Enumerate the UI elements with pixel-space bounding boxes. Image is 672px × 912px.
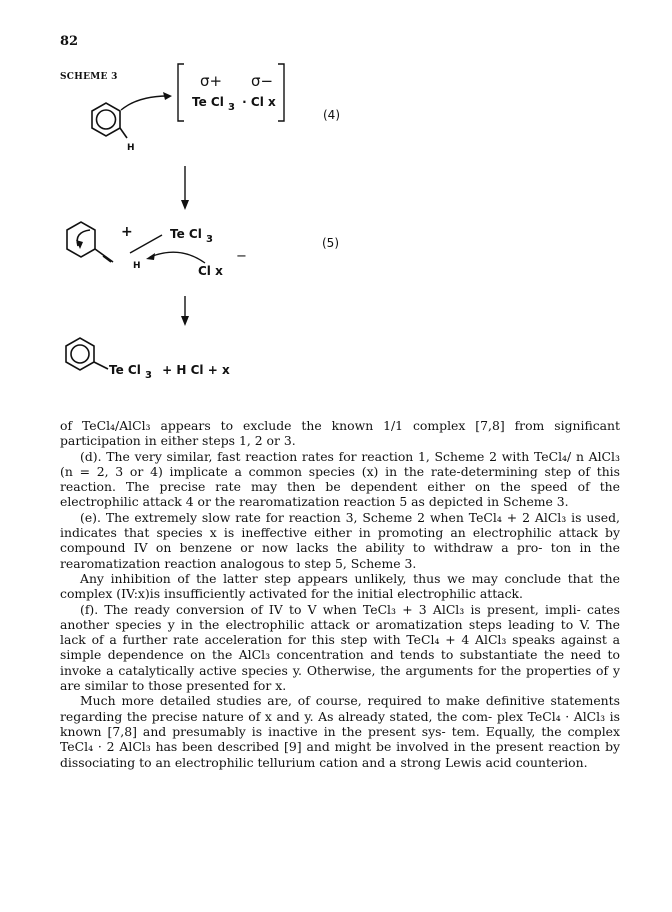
reaction-scheme (0, 0, 672, 410)
pd-line-3: step of this reaction. The precise rate may then be dependent either on the speed (60, 463, 620, 495)
complex-rest: · Cl x (242, 95, 276, 109)
step-5-label: (5) (322, 236, 339, 250)
pf-line-1: (f). The ready conversion of IV to V when TeCl₃ + 3 AlCl₃ is present, impli- (80, 601, 581, 617)
paragraph-e (60, 510, 620, 571)
product-tecl: Te Cl (109, 363, 141, 377)
pc-line-4: tem. Equally, the complex TeCl₄ · 2 AlCl₃ has been described [9] and might be (60, 723, 620, 755)
pf-line-2: cates another species y in the electrophilic attack or aromatization steps leading (60, 601, 620, 632)
intermediate-tecl (170, 227, 213, 245)
bond-te (130, 235, 162, 253)
pd-line-4: of the electrophilic attack 4 or the rearomatization reaction 5 as depicted in (60, 479, 620, 510)
intermediate-clx: Cl x (198, 264, 223, 278)
pf-line-4: speaks against a simple dependence on the AlCl₃ concentration and tends to (60, 632, 620, 663)
product-rest: + H Cl + x (162, 363, 230, 377)
scheme-label: SCHEME 3 (60, 72, 118, 82)
complex-sub: 3 (228, 102, 235, 113)
pf-line-5: substantiate the need to invoke a catalytically active species y. Otherwise, the (60, 647, 620, 678)
pc-line-3: plex TeCl₄ · AlCl₃ is known [7,8] and presumably is inactive in the present sys- (60, 708, 620, 739)
pi-line-1: Any inhibition of the latter step appears unlikely, thus we may conclude (80, 570, 562, 586)
minus-sign: − (236, 249, 247, 264)
pd-line-5: Scheme 3. (503, 494, 569, 510)
benzene-ring-3 (66, 338, 108, 370)
paragraph-1 (60, 418, 620, 449)
pf-line-6: arguments for the properties of y are similar to those presented for x. (60, 662, 620, 694)
step-4-label: (4) (323, 108, 340, 122)
sigma-minus: σ− (251, 72, 274, 90)
pc-line-1: Much more detailed studies are, of course, required to make definitive (80, 693, 545, 709)
down-arrow-2 (181, 296, 189, 326)
pi-line-3: attack. (479, 586, 523, 602)
pd-line-2: n AlCl₃ (n = 2, 3 or 4) implicate a common species (x) in the rate-determining (60, 448, 620, 479)
h-label-2: H (133, 261, 141, 271)
pd-line-1: (d). The very similar, fast reaction rates for reaction 1, Scheme 2 with TeCl₄/ (80, 448, 572, 464)
paragraph-conclusion (60, 693, 620, 769)
pe-line-1: (e). The extremely slow rate for reaction 3, Scheme 2 when TeCl₄ + 2 AlCl₃ (80, 509, 567, 525)
pe-line-4: ton in the rearomatization reaction analogous to step 5, Scheme 3. (60, 540, 620, 571)
paragraph-f (60, 602, 620, 694)
page-number: 82 (60, 34, 79, 49)
attack-arrow (121, 92, 172, 110)
intermediate-tecl-sub: 3 (206, 234, 213, 245)
pe-line-3: attack by compound IV on benzene or now lacks the ability to withdraw a pro- (60, 525, 620, 556)
product-sub: 3 (145, 370, 152, 381)
plus-sign: + (121, 224, 133, 240)
pc-line-6: cation and a strong Lewis acid counterion. (319, 754, 588, 770)
pc-line-5: involved in the present reaction by dissociating to an electrophilic tellurium (60, 739, 620, 770)
pf-line-3: to V. The lack of a further rate acceleration for this step with TeCl₄ + 4 AlCl₃ (60, 616, 620, 648)
product-formula (109, 363, 230, 381)
sigma-plus: σ+ (200, 72, 223, 90)
benzene-ring-2 (67, 222, 113, 262)
p1-line-2: participation in either steps 1, 2 or 3. (60, 433, 296, 449)
p1-line-1: of TeCl₄/AlCl₃ appears to exclude the known 1/1 complex [7,8] from significant (60, 418, 620, 433)
complex-formula (192, 95, 276, 113)
body-text (60, 418, 620, 770)
benzene-ring-1 (92, 103, 127, 138)
pe-line-2: is used, indicates that species x is ineffective either in promoting an electrophilic (60, 509, 620, 541)
paragraph-d (60, 449, 620, 510)
down-arrow-1 (181, 166, 189, 210)
pi-line-2: that the complex (IV:x)is insufficiently activated for the initial electrophilic (60, 570, 620, 602)
paragraph-inhibition (60, 571, 620, 602)
pc-line-2: statements regarding the precise nature of x and y. As already stated, the com- (60, 693, 620, 724)
h-label-1: H (127, 143, 135, 153)
proton-transfer-arrow (146, 252, 205, 263)
intermediate-tecl-text: Te Cl (170, 227, 202, 241)
complex-te-cl: Te Cl (192, 95, 224, 109)
